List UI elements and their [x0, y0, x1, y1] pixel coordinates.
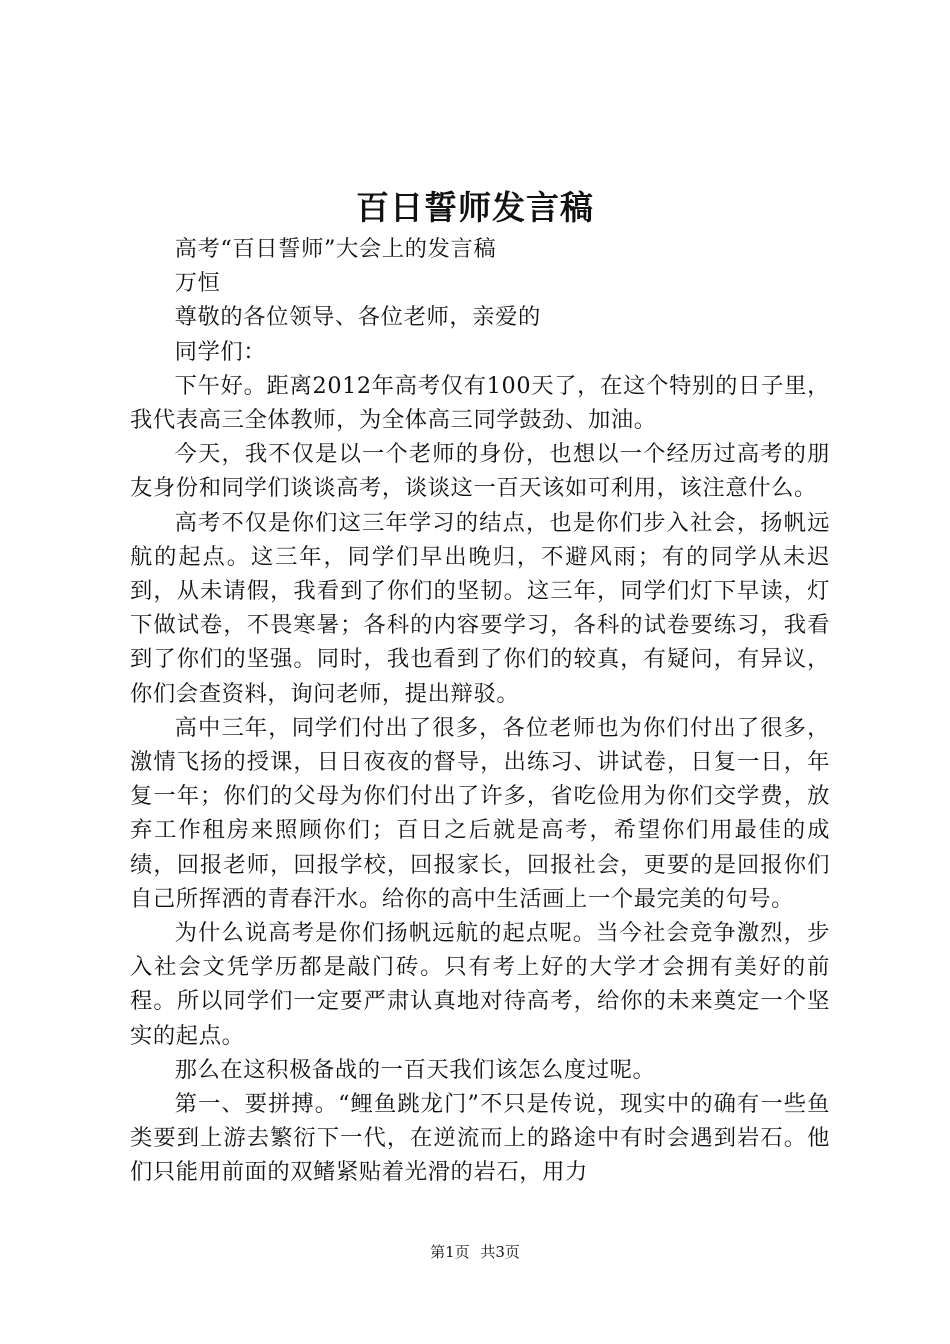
- paragraph: 第一、要拼搏。“鲤鱼跳龙门”不只是传说，现实中的确有一些鱼类要到上游去繁衍下一代，在逆流而上的路途中有时会遇到岩石。他们只能用前面的双鳍紧贴着光滑的岩石，用力: [130, 1091, 830, 1186]
- document-title: 百日誓师发言稿: [356, 188, 594, 227]
- paragraph: 那么在这积极备战的一百天我们该怎么度过呢。: [174, 1056, 656, 1083]
- page-total: 共3页: [480, 1243, 520, 1261]
- paragraph-salutation-cont: 同学们：: [174, 338, 267, 365]
- paragraph: 为什么说高考是你们扬帆远航的起点呢。当今社会竞争激烈，步入社会文凭学历都是敲门砖。只有考上好的大学才会拥有美好的前程。所以同学们一定要严肃认真地对待高考，给你的未来奠定一个坚实的起点。: [130, 920, 830, 1049]
- paragraph: 下午好。距离2012年高考仅有100天了，在这个特别的日子里，我代表高三全体教师，为全体高三同学鼓劲、加油。: [130, 372, 830, 434]
- page-footer: [0, 1242, 950, 1262]
- paragraph: 高考不仅是你们这三年学习的结点，也是你们步入社会，扬帆远航的起点。这三年，同学们早出晚归，不避风雨；有的同学从未迟到，从未请假，我看到了你们的坚韧。这三年，同学们灯下早读，灯下做试卷，不畏寒暑；各科的内容要学习，各科的试卷要练习，我看到了你们的坚强。同时，我也看到了你们的较真，有疑问，有异议，你们会查资料，询问老师，提出辩驳。: [130, 509, 830, 707]
- paragraph: 今天，我不仅是以一个老师的身份，也想以一个经历过高考的朋友身份和同学们谈谈高考，谈谈这一百天该如可利用，该注意什么。: [130, 441, 830, 502]
- paragraph-salutation: 尊敬的各位领导、各位老师，亲爱的: [174, 304, 541, 331]
- paragraph: 高中三年，同学们付出了很多，各位老师也为你们付出了很多，激情飞扬的授课，日日夜夜的督导，出练习、讲试卷，日复一日，年复一年；你们的父母为你们付出了许多，省吃俭用为你们交学费，放弃工作租房来照顾你们；百日之后就是高考，希望你们用最佳的成绩，回报老师，回报学校，回报家长，回报社会，更要的是回报你们自己所挥洒的青春汗水。给你的高中生活画上一个最完美的句号。: [130, 714, 830, 912]
- page-number: 第1页: [430, 1243, 470, 1261]
- paragraph-subtitle: 高考“百日誓师”大会上的发言稿: [174, 236, 497, 262]
- paragraph-author: 万恒: [174, 270, 221, 297]
- document-body: [130, 232, 830, 1190]
